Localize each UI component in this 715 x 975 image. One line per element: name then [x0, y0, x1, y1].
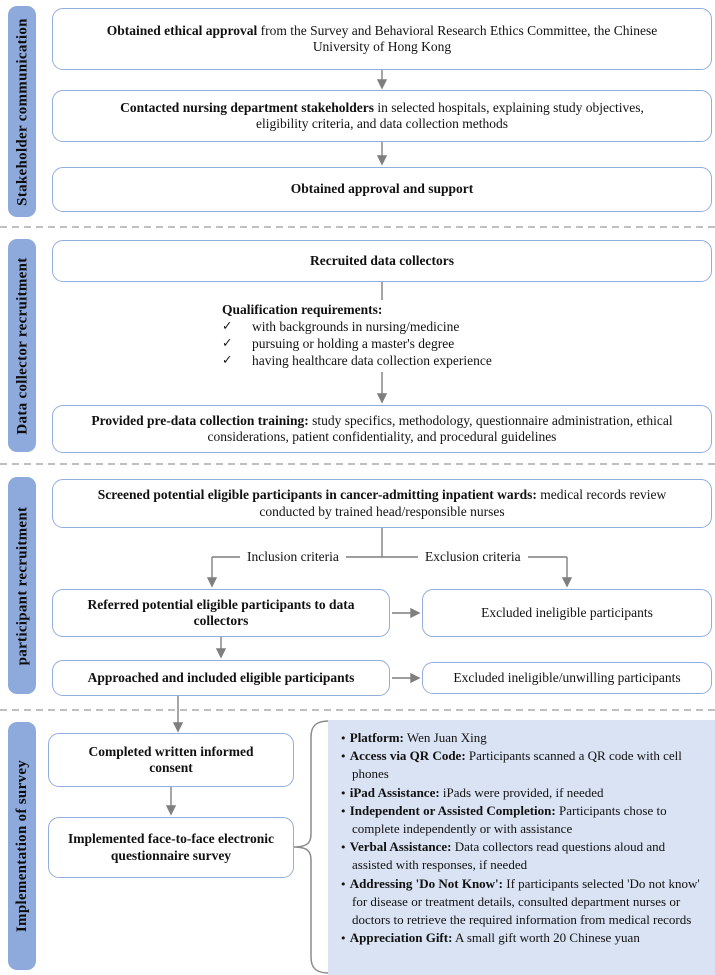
panel-bullet-gift [340, 929, 705, 947]
panel-bullet-completion [340, 802, 705, 838]
box-text-bold: Obtained approval and support [290, 181, 474, 197]
box-contacted-stakeholders [52, 90, 712, 142]
bullet-text: Participants scanned a QR code with cell phones [352, 748, 682, 782]
bullet-text: Participants chose to complete independently or with assistance [352, 802, 667, 836]
box-text: medical records review conducted by trained head/responsible nurses [259, 487, 667, 519]
section-label: Implementation of survey [14, 759, 30, 933]
panel-bullet-qr-code [340, 747, 705, 783]
qualification-item [222, 335, 552, 352]
check-icon: ✓ [222, 318, 233, 333]
bullet-icon: • [340, 786, 347, 800]
bullet-label: Addressing 'Do Not Know': [349, 875, 504, 891]
qualification-requirements-list [222, 301, 552, 369]
survey-details-panel [328, 720, 715, 975]
section-label: Data collector recruitment [14, 256, 30, 435]
box-ethical-approval [52, 8, 712, 70]
bullet-icon: • [340, 804, 347, 818]
box-excluded-unwilling [422, 662, 712, 694]
box-screened-participants [52, 479, 712, 528]
bullet-icon: • [340, 877, 347, 891]
box-predata-training [52, 405, 712, 453]
check-icon: ✓ [222, 335, 233, 350]
bullet-label: Verbal Assistance: [349, 839, 452, 855]
box-text-bold: Contacted nursing department stakeholders [120, 99, 374, 115]
section-bar-participant-recruitment [8, 477, 36, 694]
bullet-text: Wen Juan Xing [403, 730, 487, 745]
qualification-item-text: with backgrounds in nursing/medicine [252, 319, 460, 334]
section-bar-stakeholder-communication [8, 6, 36, 217]
qualification-item [222, 318, 552, 335]
bullet-icon: • [340, 841, 347, 855]
bullet-label: Independent or Assisted Completion: [349, 802, 556, 818]
box-text-bold: Provided pre-data collection training: [91, 412, 309, 428]
box-text-bold: Screened potential eligible participants in cancer-admitting inpatient wards: [97, 487, 537, 503]
box-text: Excluded ineligible/unwilling participants [453, 669, 681, 685]
box-text: Excluded ineligible participants [481, 604, 653, 620]
bullet-label: Appreciation Gift: [349, 930, 453, 946]
box-referred-participants [52, 589, 390, 637]
bullet-icon: • [340, 932, 347, 946]
panel-bullet-ipad [340, 784, 705, 802]
branch-label-exclusion: Exclusion criteria [418, 548, 528, 565]
bullet-icon: • [340, 750, 347, 764]
bullet-text: If participants selected 'Do not know' for disease or treatment details, consulted department nurses or doctors to retrieve the required information from medical records [352, 875, 700, 927]
qualification-item-text: having healthcare data collection experience [252, 353, 492, 368]
section-label: Stakeholder communication [14, 17, 30, 206]
box-text-bold: Obtained ethical approval [106, 22, 258, 38]
panel-bullet-platform [340, 729, 705, 747]
bullet-text: iPads were provided, if needed [439, 784, 604, 800]
box-text-bold: Approached and included eligible participants [87, 669, 355, 685]
box-excluded-ineligible [422, 589, 712, 637]
bullet-label: iPad Assistance: [349, 784, 440, 800]
branch-label-inclusion: Inclusion criteria [240, 548, 346, 565]
bullet-text: Data collectors read questions aloud and assisted with responses, if needed [352, 839, 666, 873]
panel-bullet-verbal-assistance [340, 838, 705, 874]
box-recruited-collectors [52, 240, 712, 282]
qualification-item [222, 352, 552, 369]
box-informed-consent [48, 733, 294, 787]
bullet-label: Access via QR Code: [349, 748, 466, 764]
box-text-bold: Implemented face-to-face electronic questionnaire survey [68, 831, 274, 863]
section-bar-data-collector-recruitment [8, 239, 36, 452]
bullet-text: A small gift worth 20 Chinese yuan [452, 930, 640, 946]
bullet-icon: • [340, 732, 347, 745]
box-text: from the Survey and Behavioral Research Ethics Committee, the Chinese University of Hong Kong [257, 22, 658, 54]
box-approval-support [52, 167, 712, 212]
section-divider-lines [0, 227, 715, 710]
panel-bullet-do-not-know [340, 875, 705, 930]
box-text: study specifics, methodology, questionnaire administration, ethical considerations, patient confidentiality, and procedural guidelines [207, 412, 673, 444]
section-label: participant recruitment [14, 506, 30, 665]
box-text-bold: Completed written informed consent [88, 743, 254, 775]
qualification-heading: Qualification requirements: [222, 302, 383, 317]
box-text-bold: Referred potential eligible participants to data collectors [87, 596, 355, 628]
bullet-label: Platform: [349, 730, 404, 745]
section-bar-implementation-of-survey [8, 722, 36, 970]
box-approached-included [52, 660, 390, 696]
box-text-bold: Recruited data collectors [310, 252, 454, 268]
box-text: in selected hospitals, explaining study objectives, eligibility criteria, and data collection methods [256, 99, 644, 131]
check-icon: ✓ [222, 352, 233, 367]
box-electronic-survey [48, 817, 294, 878]
brace-connector [296, 721, 329, 973]
qualification-item-text: pursuing or holding a master's degree [252, 336, 455, 351]
